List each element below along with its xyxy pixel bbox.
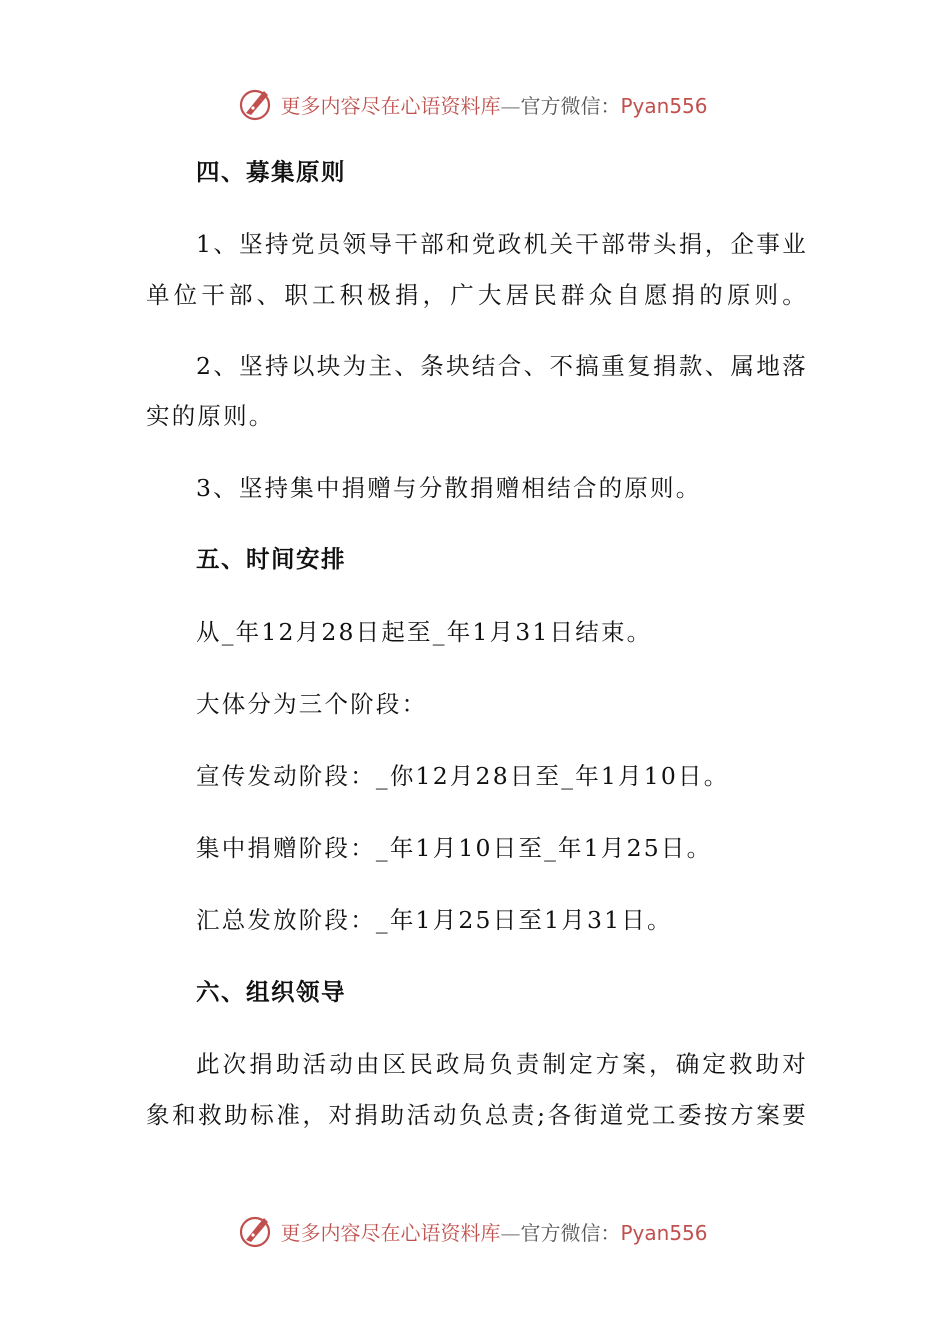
footer-banner-inner — [238, 1213, 707, 1249]
paragraph-line: 此次捐助活动由区民政局负责制定方案，确定救助对 — [196, 1050, 808, 1078]
paragraph-line: 3、坚持集中捐赠与分散捐赠相结合的原则。 — [196, 474, 702, 502]
banner-dash: — — [500, 1220, 521, 1245]
banner-text — [280, 1217, 707, 1246]
paragraph-line: 1、坚持党员领导干部和党政机关干部带头捐，企事业 — [196, 230, 808, 258]
pen-nib-circle-icon — [238, 1213, 274, 1249]
schedule-line: 集中捐赠阶段：_年1月10日至_年1月25日。 — [196, 834, 713, 862]
banner-text — [280, 90, 707, 119]
header-banner-inner — [238, 86, 707, 122]
paragraph-line: 单位干部、职工积极捐，广大居民群众自愿捐的原则。 — [146, 281, 808, 309]
pen-nib-circle-icon — [238, 86, 274, 122]
banner-main-text: 更多内容尽在心语资料库 — [280, 1220, 501, 1245]
banner-wechat-label: 官方微信： — [520, 1220, 621, 1245]
footer-banner — [0, 1211, 950, 1251]
schedule-line: 宣传发动阶段：_你12月28日至_年1月10日。 — [196, 762, 730, 790]
banner-wechat-id: Pyan556 — [620, 93, 708, 118]
paragraph-line: 象和救助标准，对捐助活动负总责;各街道党工委按方案要 — [146, 1101, 808, 1129]
banner-dash: — — [500, 93, 521, 118]
section-heading-6: 六、组织领导 — [196, 978, 346, 1006]
banner-main-text: 更多内容尽在心语资料库 — [280, 93, 501, 118]
paragraph-line: 实的原则。 — [146, 402, 275, 430]
schedule-line: 从_年12月28日起至_年1月31日结束。 — [196, 618, 653, 646]
schedule-line: 大体分为三个阶段： — [196, 690, 428, 718]
schedule-line: 汇总发放阶段：_年1月25日至1月31日。 — [196, 906, 673, 934]
header-banner — [0, 84, 950, 124]
section-heading-4: 四、募集原则 — [196, 158, 346, 186]
banner-wechat-id: Pyan556 — [620, 1220, 708, 1245]
section-heading-5: 五、时间安排 — [196, 545, 346, 573]
banner-wechat-label: 官方微信： — [520, 93, 621, 118]
paragraph-line: 2、坚持以块为主、条块结合、不搞重复捐款、属地落 — [196, 352, 808, 380]
